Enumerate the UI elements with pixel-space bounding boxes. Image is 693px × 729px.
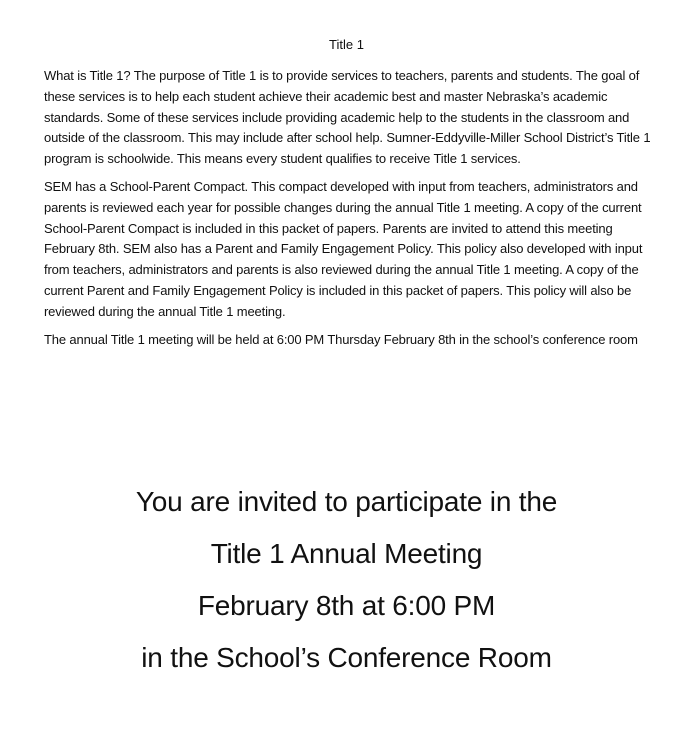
invitation-line-4: in the School’s Conference Room [141,642,552,673]
invitation-block [0,476,693,684]
document-body [44,66,656,357]
invitation-line-1: You are invited to participate in the [135,486,558,517]
paragraph-school-parent-compact: SEM has a School-Parent Compact. This compact developed with input from teachers, administrators and parents is reviewed each year for possible changes during the annual Title 1 meeting. A copy of the current School-Parent Compact is included in this packet of papers. Parents are invited to attend this meeting February 8th. SEM also has a Parent and Family Engagement Policy. This policy also developed with input from teachers, administrators and parents is also reviewed during the annual Title 1 meeting. A copy of the current Parent and Family Engagement Policy is included in this packet of papers. This policy will also be reviewed during the annual Title 1 meeting. [44,178,643,319]
invitation-line-3: February 8th at 6:00 PM [197,590,496,621]
paragraph-what-is-title-1: What is Title 1? The purpose of Title 1 is to provide services to teachers, parents and students. The goal of these services is to help each student achieve their academic best and master Nebraska’s academic standards. Some of these services include providing academic help to the students in the classroom and outside of the classroom. This may include after school help. Sumner-Eddyville-Miller School District’s Title 1 program is schoolwide. This means every student qualifies to receive Title 1 services. [44,68,651,167]
document-title: Title 1 [329,37,364,52]
paragraph-annual-meeting-notice: The annual Title 1 meeting will be held at 6:00 PM Thursday February 8th in the school’s conference room [44,331,638,347]
invitation-line-2: Title 1 Annual Meeting [210,538,483,569]
